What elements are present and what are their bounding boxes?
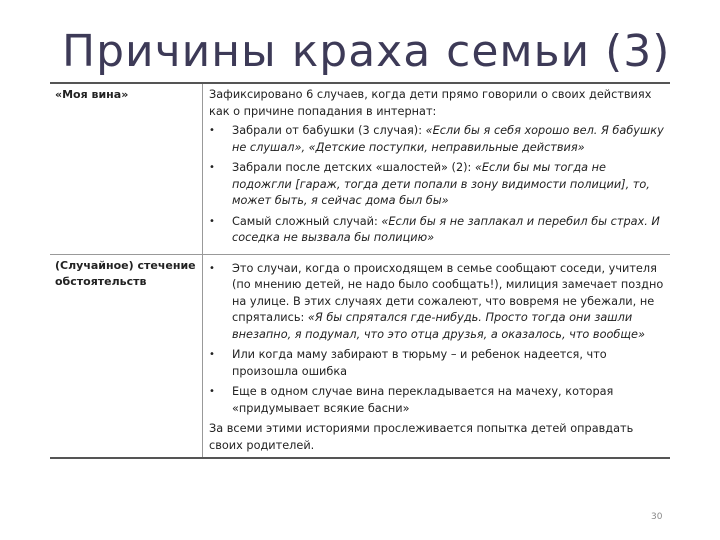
- item-quote: «Я бы спрятался где-нибудь. Просто тогда они зашли внезапно, я подумал, что это отца друзья, а оказалось, что вообще»: [232, 311, 645, 341]
- item-text: Самый сложный случай:: [232, 214, 382, 228]
- item-quote: «Если бы я себя хорошо вел. Я бабушку не слушал», «Детские поступки, неправильные действия»: [232, 124, 664, 154]
- list-item: [209, 214, 666, 247]
- row-label: «Моя вина»: [50, 83, 203, 254]
- item-text: Или когда маму забирают в тюрьму – и ребенок надеется, что произошла ошибка: [232, 348, 607, 378]
- item-text: Еще в одном случае вина перекладывается на мачеху, которая «придумывает всякие басни»: [232, 385, 614, 415]
- row-content: [203, 83, 671, 254]
- bullet-icon: •: [209, 262, 215, 274]
- item-quote: «Если бы я не заплакал и перебил бы страх. И соседка не вызвала бы полицию»: [232, 214, 660, 244]
- table-row: [50, 83, 670, 254]
- list-item: [209, 261, 666, 344]
- item-quote: «Если бы мы тогда не подожгли [гараж, тогда дети попали в зону видимости полиции], то, может быть, я сейчас дома был бы»: [232, 161, 650, 207]
- bullet-icon: •: [209, 215, 215, 227]
- row-content: [203, 254, 671, 458]
- list-item: [209, 123, 666, 156]
- item-text: Забрали от бабушки (3 случая):: [232, 124, 426, 137]
- row-intro: Зафиксировано 6 случаев, когда дети прямо говорили о своих действиях как о причине попадания в интернат:: [209, 88, 652, 118]
- causes-table: [50, 82, 670, 459]
- bullet-icon: •: [209, 162, 215, 173]
- list-item: [209, 160, 666, 210]
- bullet-icon: •: [209, 349, 215, 360]
- bullet-icon: •: [209, 125, 215, 136]
- list-item: [209, 347, 666, 380]
- item-text: Это случаи, когда о происходящем в семье сообщают соседи, учителя (по мнению детей, не надо было сообщать!), милиция замечает поздно на улице. В этих случаях дети сожалеют, что вовремя не убежали, не спрятались:: [232, 261, 664, 324]
- bullet-icon: •: [209, 386, 215, 397]
- slide-title: Причины краха семьи (3): [62, 26, 671, 77]
- row-conclusion: За всеми этими историями прослеживается попытка детей оправдать своих родителей.: [209, 422, 634, 452]
- item-text: Забрали после детских «шалостей» (2):: [232, 161, 475, 174]
- bullet-list: [209, 123, 666, 247]
- row-label: (Случайное) стечение обстоятельств: [50, 254, 203, 458]
- slide-number: 30: [651, 512, 663, 522]
- list-item: [209, 384, 666, 417]
- bullet-list: [209, 261, 666, 418]
- table-row: [50, 254, 670, 458]
